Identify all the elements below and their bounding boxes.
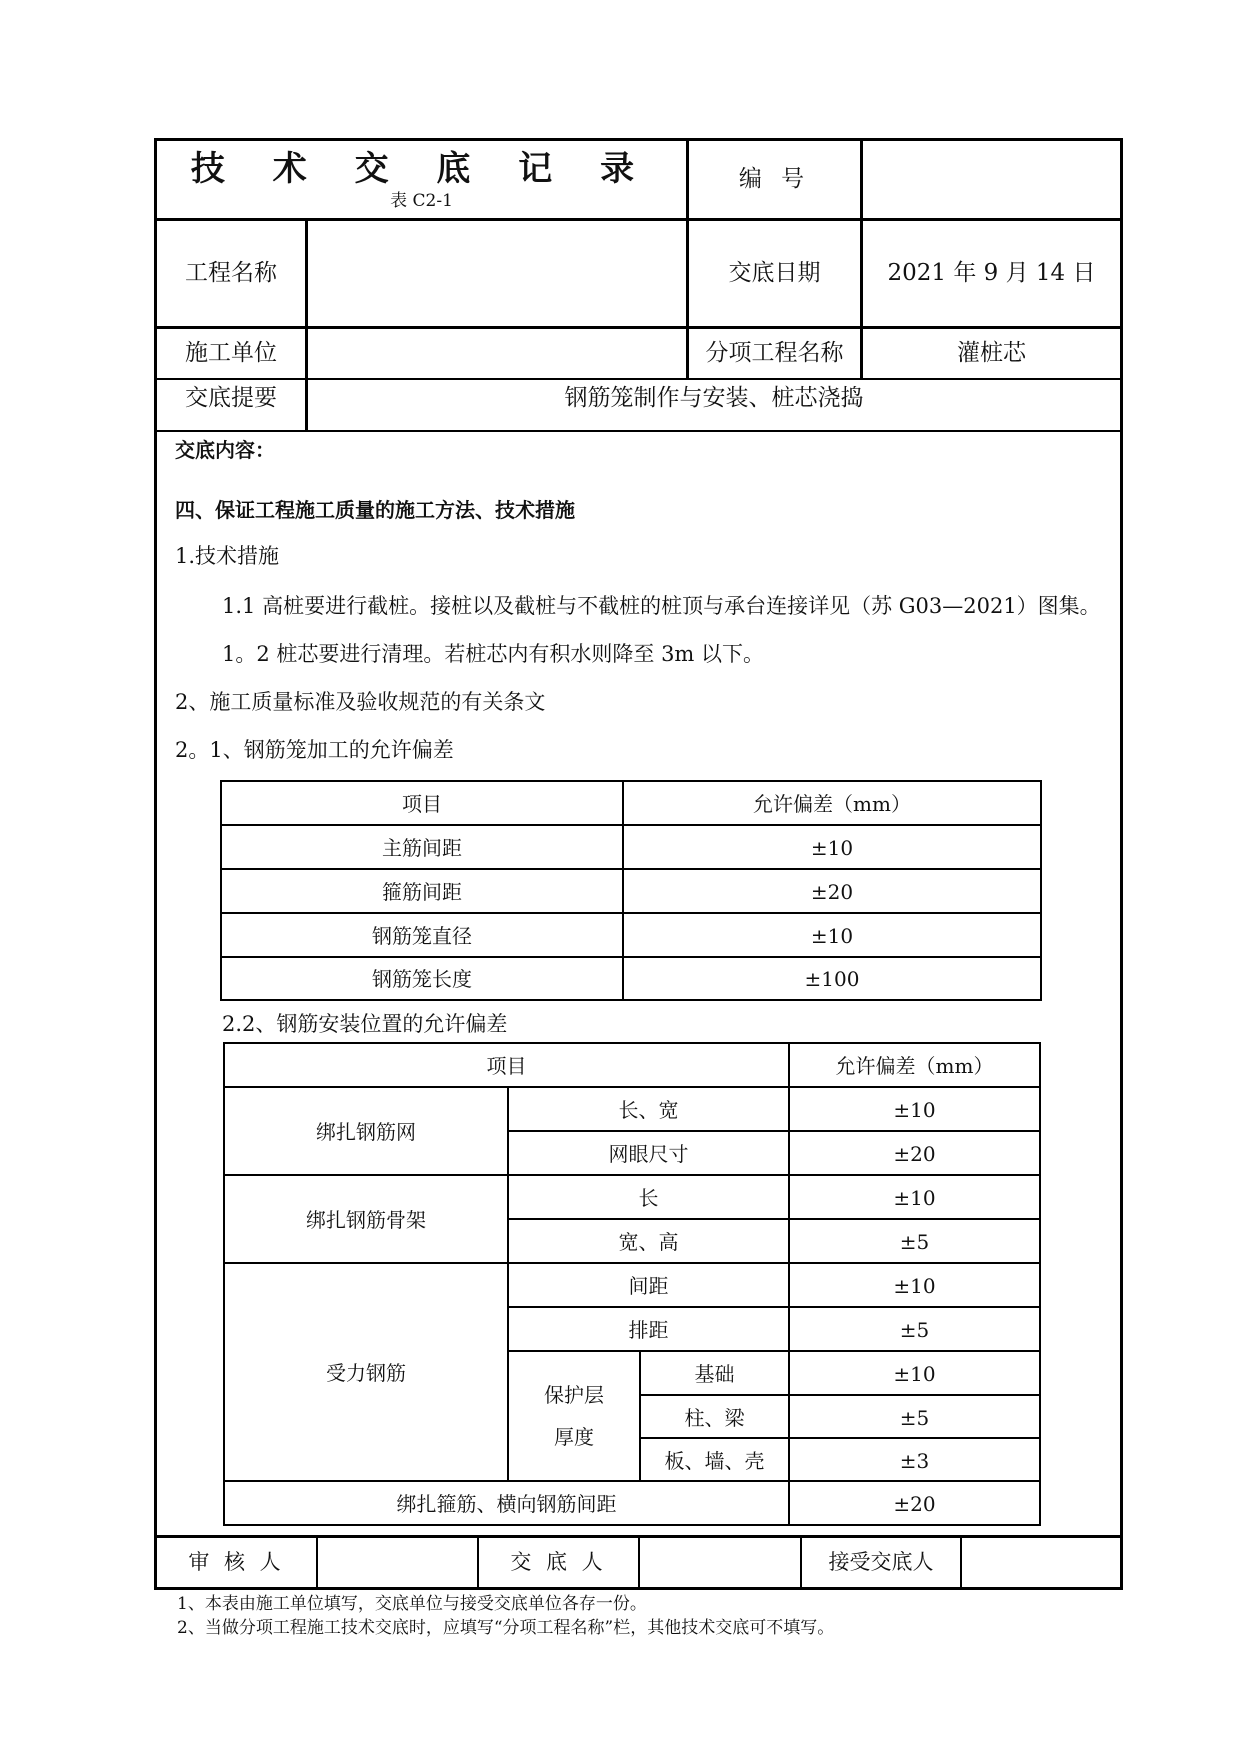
table-cell: ±10 — [893, 1186, 936, 1210]
table-cell: ±5 — [899, 1318, 930, 1342]
rule-after-project — [154, 326, 1123, 329]
table-cell: ±20 — [893, 1492, 936, 1516]
summary-label: 交底提要 — [185, 385, 277, 411]
cover-label-line1: 保护层 — [544, 1383, 604, 1407]
table-cell: 长 — [638, 1186, 659, 1210]
discloser-label: 交 底 人 — [510, 1550, 607, 1574]
group-name: 绑扎钢筋骨架 — [306, 1208, 426, 1232]
form-code: 表 C2-1 — [390, 191, 453, 211]
sub-project-label: 分项工程名称 — [705, 340, 844, 366]
form-title: 技 术 交 底 记 录 — [190, 149, 653, 189]
table-cell: ±10 — [893, 1274, 936, 1298]
footnote-1: 1、本表由施工单位填写，交底单位与接受交底单位各存一份。 — [177, 1594, 647, 1614]
table-cell: ±10 — [810, 924, 854, 948]
table-cell: ±10 — [893, 1362, 936, 1386]
para-2-2: 2.2、钢筋安装位置的允许偏差 — [222, 1012, 508, 1036]
rule-after-contractor — [154, 378, 1123, 380]
receiver-label: 接受交底人 — [828, 1550, 934, 1574]
cover-label-line2: 厚度 — [554, 1425, 594, 1449]
contractor-label: 施工单位 — [185, 340, 277, 366]
date-label: 交底日期 — [728, 260, 821, 286]
table-row: 箍筋间距 — [382, 880, 462, 904]
table-row: 主筋间距 — [382, 836, 462, 860]
table-row: 钢筋笼直径 — [372, 924, 472, 948]
date-value[interactable]: 2021 年 9 月 14 日 — [887, 260, 1096, 286]
para-2-1: 2。1、钢筋笼加工的允许偏差 — [175, 738, 454, 762]
table-cell: ±5 — [899, 1230, 930, 1254]
t2-header-item: 项目 — [486, 1054, 527, 1078]
frame-top — [154, 138, 1123, 141]
table-cell: ±20 — [810, 880, 854, 904]
table-cell: ±5 — [899, 1406, 930, 1430]
number-label: 编 号 — [738, 166, 811, 192]
para-1-1: 1.1 高桩要进行截桩。接桩以及截桩与不截桩的桩顶与承台连接详见（苏 G03—2021）图集。 — [222, 594, 1101, 618]
project-name-label: 工程名称 — [185, 260, 277, 286]
footnote-2: 2、当做分项工程施工技术交底时，应填写“分项工程名称”栏，其他技术交底可不填写。 — [177, 1618, 835, 1638]
t2-header-tol: 允许偏差（mm） — [835, 1054, 994, 1078]
group-name: 受力钢筋 — [326, 1361, 406, 1385]
table-cell: ±3 — [899, 1449, 930, 1473]
section-heading: 四、保证工程施工质量的施工方法、技术措施 — [175, 498, 575, 522]
frame-right — [1120, 138, 1123, 1590]
table-row: 钢筋笼长度 — [372, 967, 472, 991]
table-cell: 排距 — [628, 1318, 669, 1342]
content-label: 交底内容： — [175, 438, 275, 462]
table-cell: ±100 — [804, 967, 860, 991]
table-cell: 板、墙、壳 — [664, 1449, 765, 1473]
table-cell: 间距 — [628, 1274, 669, 1298]
t1-header-item: 项目 — [402, 792, 442, 816]
table-cell: 绑扎箍筋、横向钢筋间距 — [396, 1492, 617, 1516]
t1-header-tol: 允许偏差（mm） — [753, 792, 911, 816]
para-1: 1.技术措施 — [175, 544, 280, 568]
table-cell: 网眼尺寸 — [608, 1142, 689, 1166]
table-cell: ±20 — [893, 1142, 936, 1166]
table-cell: ±10 — [810, 836, 854, 860]
para-1-2: 1。2 桩芯要进行清理。若桩芯内有积水则降至 3m 以下。 — [222, 642, 765, 666]
table-cell: 宽、高 — [618, 1230, 679, 1254]
rule-after-title — [154, 218, 1123, 221]
summary-value[interactable]: 钢筋笼制作与安装、桩芯浇捣 — [564, 385, 864, 411]
reviewer-label: 审 核 人 — [188, 1550, 285, 1574]
table-cell: ±10 — [893, 1098, 936, 1122]
table-cell: 柱、梁 — [684, 1406, 745, 1430]
sub-project-value[interactable]: 灌桩芯 — [957, 340, 1026, 366]
para-2: 2、施工质量标准及验收规范的有关条文 — [175, 690, 546, 714]
table-cell: 基础 — [694, 1362, 735, 1386]
table-cell: 长、宽 — [618, 1098, 679, 1122]
group-name: 绑扎钢筋网 — [316, 1120, 416, 1144]
rule-after-summary — [154, 430, 1123, 432]
